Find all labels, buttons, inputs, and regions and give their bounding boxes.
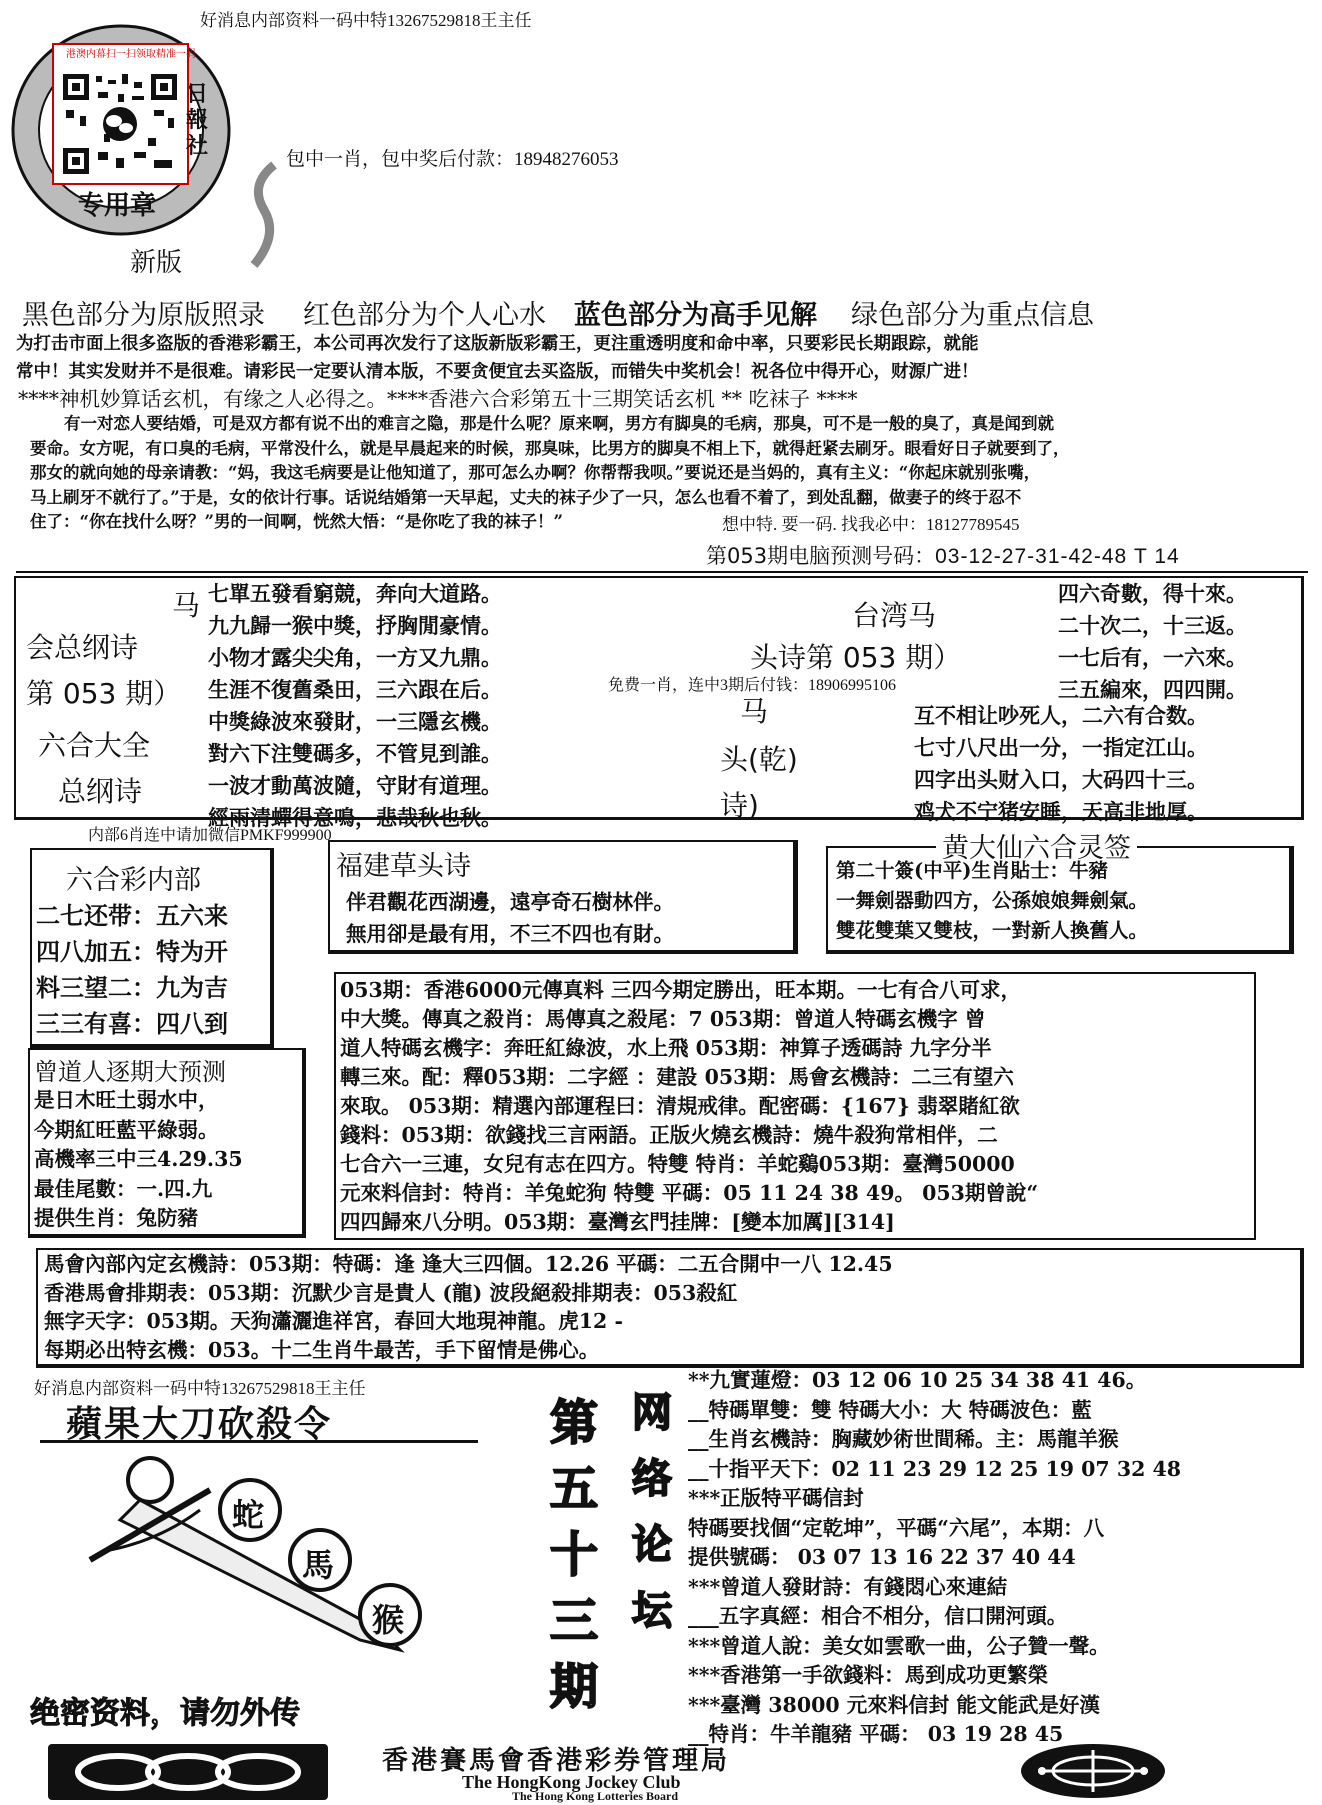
mahui-lines bbox=[44, 1250, 893, 1364]
stamp-side-text: 日報社 bbox=[186, 82, 209, 159]
forum-char: 坛 bbox=[632, 1588, 672, 1634]
liuhe-lines bbox=[36, 898, 228, 1042]
zonggang-ma: 马 bbox=[172, 589, 201, 622]
prediction-line bbox=[706, 540, 1180, 570]
issue-char: 五 bbox=[549, 1461, 598, 1517]
zengdao-line: 高機率三中三4.29.35 bbox=[34, 1147, 243, 1171]
issue-char: 第 bbox=[549, 1395, 598, 1451]
stamp-bottom-text: 专用章 bbox=[78, 191, 157, 221]
fujian-lines bbox=[346, 886, 674, 950]
forum-line: ___五字真經：相合不相分，信口開河頭。 bbox=[688, 1604, 1068, 1628]
color-legend bbox=[22, 293, 1094, 332]
poem-line: 三五編來，四四開。 bbox=[1058, 677, 1247, 702]
poem-line: 一七后有，一六來。 bbox=[1058, 645, 1247, 670]
forum-line: 特碼要找個“定乾坤”，平碼“六尾”，本期：八 bbox=[688, 1515, 1105, 1540]
liuhe-line: 二七还带：五六来 bbox=[36, 901, 228, 930]
legend-black: 黑色部分为原版照录 bbox=[22, 300, 265, 331]
main-line: 轉三來。配：釋053期：二字經 ：建設 053期：馬會玄機詩：二三有望六 bbox=[340, 1065, 1014, 1089]
zodiac-horse: 馬 bbox=[302, 1546, 335, 1584]
main-line: 053期：香港6000元傳真料 三四今期定勝出，旺本期。一七有合八可求， bbox=[340, 978, 1021, 1002]
poem-line: 經雨清蟬得意鳴，悲哉秋也秋。 bbox=[208, 805, 502, 830]
poem-line: 二十次二，十三返。 bbox=[1058, 613, 1247, 638]
forum-char: 网 bbox=[632, 1390, 672, 1436]
huang-lines bbox=[836, 856, 1148, 946]
rule-line bbox=[16, 571, 1308, 573]
apple-title: 蘋果大刀砍殺令 bbox=[66, 1404, 333, 1445]
zonggang-label-1: 会总纲诗 bbox=[26, 631, 139, 664]
zengdao-lines bbox=[34, 1086, 243, 1234]
prediction-label: 第053期电脑预测号码： bbox=[706, 544, 936, 568]
issue-char: 三 bbox=[549, 1593, 598, 1649]
legend-green: 绿色部分为重点信息 bbox=[851, 300, 1094, 331]
hkjc-logo-icon bbox=[48, 1744, 328, 1800]
zonggang-label-3: 六合大全 bbox=[38, 729, 151, 762]
zengdao-line: 是日木旺土弱水中， bbox=[34, 1088, 219, 1112]
stamp-seal bbox=[8, 22, 238, 237]
fujian-line: 無用卻是最有用，不三不四也有財。 bbox=[346, 922, 674, 946]
knife-graphic bbox=[80, 1450, 480, 1670]
bottom-ad: 好消息内部资料一码中特13267529818王主任 bbox=[34, 1379, 366, 1398]
apple-underline bbox=[40, 1440, 478, 1443]
poem-line: 七單五發看窮競，奔向大道路。 bbox=[208, 581, 502, 606]
legend-blue: 蓝色部分为高手见解 bbox=[574, 300, 817, 331]
taiwan-poem-a bbox=[1058, 578, 1247, 706]
huang-line: 雙花雙葉又雙枝，一對新人換舊人。 bbox=[836, 919, 1149, 942]
forum-char: 论 bbox=[632, 1522, 672, 1568]
main-line: 中大獎。傳真之殺肖：馬傳真之殺尾：7 053期：曾道人特碼玄機字 曾 bbox=[340, 1007, 986, 1031]
huang-line: 第二十簽(中平)生肖貼士：牛豬 bbox=[836, 859, 1108, 882]
poem-line: 中獎綠波來發財，一三隱玄機。 bbox=[208, 709, 502, 734]
joke-ad: 想中特. 要一码. 找我必中：18127789545 bbox=[722, 515, 1020, 534]
poem-line: 七寸八尺出一分，一指定江山。 bbox=[914, 735, 1208, 760]
footer-en2: The Hong Kong Lotteries Board bbox=[512, 1789, 679, 1803]
main-line: 七合六一三連，女兒有志在四方。特雙 特肖：羊蛇鷄053期：臺灣50000 bbox=[340, 1152, 1015, 1176]
forum-vertical bbox=[628, 1380, 676, 1644]
zonggang-poem bbox=[208, 578, 502, 834]
forum-line: ***正版特平碼信封 bbox=[688, 1486, 864, 1510]
huang-line: 一舞劍器動四方，公孫娘娘舞劍氣。 bbox=[836, 889, 1149, 912]
forum-line: __特碼單雙：雙 特碼大小：大 特碼波色：藍 bbox=[688, 1397, 1092, 1422]
intro-line: 为打击市面上很多盗版的香港彩霸王，本公司再次发行了这版新版彩霸王，更注重透明度和命中率，只要彩民长期跟踪，就能 bbox=[16, 334, 979, 354]
forum-line: __十指平天下：02 11 23 29 12 25 19 07 32 48 bbox=[688, 1456, 1182, 1481]
zengdao-title: 曾道人逐期大预测 bbox=[34, 1058, 226, 1086]
secret-banner: 绝密资料，请勿外传 bbox=[30, 1696, 300, 1731]
issue-char: 期 bbox=[549, 1659, 598, 1715]
poem-line: 九九歸一猴中獎，抒胸閒豪情。 bbox=[208, 613, 502, 638]
issue-vertical bbox=[546, 1390, 602, 1720]
forum-line: ***曾道人發財詩：有錢悶心來連結 bbox=[688, 1574, 1008, 1599]
mahui-line: 馬會內部內定玄機詩：053期：特碼：逢 逢大三四個。12.26 平碼：二五合開中一八 12.45 bbox=[44, 1252, 893, 1276]
zodiac-snake: 蛇 bbox=[232, 1496, 265, 1534]
stamp-top-text: 港澳内幕扫一扫领取精准一码 bbox=[66, 49, 196, 60]
forum-line: ***香港第一手欲錢料：馬到成功更繁榮 bbox=[688, 1663, 1049, 1687]
fujian-line: 伴君觀花西湖邊，遠亭奇石樹林伴。 bbox=[346, 890, 674, 914]
joke-line: 要命。女方呢，有口臭的毛病，平常没什么，就是早晨起来的时候，那臭味，比男方的脚臭不相上下，就得赶紧去刷牙。眼看好日子就要到了， bbox=[30, 438, 1070, 458]
wechat-ad: 内部6肖连中请加微信PMKF999900 bbox=[88, 827, 332, 844]
poem-line: 四字出头财入口，大码四十三。 bbox=[914, 767, 1208, 792]
taiwan-ma: 马 bbox=[740, 695, 769, 728]
taiwan-shi: 诗) bbox=[720, 789, 759, 822]
fujian-title: 福建草头诗 bbox=[336, 851, 471, 882]
brush-swirl-graphic bbox=[244, 160, 284, 270]
liuhe-line: 三三有喜：四八到 bbox=[36, 1009, 228, 1038]
mahui-line: 香港馬會排期表：053期：沉默少言是貴人 (龍) 波段絕殺排期表：053殺紅 bbox=[44, 1280, 738, 1305]
joke-line: 住了：“你在找什么呀？”男的一间啊，恍然大悟：“是你吃了我的袜子！” bbox=[30, 512, 563, 531]
poem-line: 互不相让吵死人，二六有合数。 bbox=[914, 703, 1208, 728]
legend-red: 红色部分为个人心水 bbox=[303, 300, 546, 331]
footer-logo-left bbox=[48, 1744, 328, 1800]
lotteries-logo-icon bbox=[1018, 1742, 1168, 1800]
joke-line: 那女的就向她的母亲请教：“妈，我这毛病要是让他知道了，那可怎么办啊？你帮帮我呗。”要说还是当妈的，真有主义：“你起床就别张嘴， bbox=[30, 463, 1041, 482]
main-text bbox=[340, 976, 1038, 1237]
footer-logo-right bbox=[1018, 1742, 1168, 1800]
taiwan-sub: 头诗第 053 期） bbox=[750, 641, 962, 674]
forum-line: ***曾道人說：美女如雲歌一曲，公子贊一聲。 bbox=[688, 1633, 1110, 1658]
forum-line: 提供號碼： 03 07 13 16 22 37 40 44 bbox=[688, 1545, 1076, 1569]
top-ad: 好消息内部资料一码中特13267529818王主任 bbox=[200, 11, 532, 30]
prediction-numbers: 03-12-27-31-42-48 T 14 bbox=[935, 545, 1180, 568]
joke-title: ****神机妙算话玄机，有缘之人必得之。****香港六合彩第五十三期笑话玄机 ** 吃袜子 **** bbox=[18, 387, 858, 411]
mahui-line: 無字天字：053期。天狗瀟灑進祥宮，春回大地現神龍。虎12 - bbox=[44, 1309, 623, 1333]
poem-line: 四六奇數，得十來。 bbox=[1058, 581, 1247, 606]
main-line: 道人特碼玄機字：奔旺紅綠波，水上飛 053期：神算子透碼詩 九字分半 bbox=[340, 1036, 992, 1060]
main-line: 元來料信封：特肖：羊兔蛇狗 特雙 平碼：05 11 24 38 49。 053期曾說“ bbox=[340, 1181, 1039, 1205]
zonggang-label-2: 第 053 期） bbox=[26, 677, 182, 710]
mahui-line: 每期必出特玄機：053。十二生肖牛最苦，手下留情是佛心。 bbox=[44, 1337, 600, 1362]
footer-cn: 香港賽馬會香港彩券管理局 bbox=[382, 1746, 731, 1776]
brush-swirl bbox=[244, 160, 284, 270]
intro-text bbox=[16, 330, 979, 386]
poem-line: 一波才動萬波隨，守財有道理。 bbox=[208, 773, 502, 798]
forum-line: **九實蓮燈：03 12 06 10 25 34 38 41 46。 bbox=[688, 1368, 1147, 1392]
forum-char: 络 bbox=[632, 1456, 672, 1502]
poem-line: 生涯不復舊桑田，三六跟在后。 bbox=[208, 677, 502, 702]
taiwan-title: 台湾马 bbox=[852, 599, 937, 632]
zengdao-line: 今期紅旺藍平綠弱。 bbox=[34, 1117, 219, 1142]
forum-line: __生肖玄機詩：胸藏妙術世間稀。主：馬龍羊猴 bbox=[688, 1427, 1119, 1451]
liuhe-line: 四八加五：特为开 bbox=[36, 937, 228, 966]
poem-line: 小物才露尖尖角，一方又九鼎。 bbox=[208, 645, 502, 670]
liuhe-title: 六合彩内部 bbox=[66, 865, 201, 896]
joke-line: 有一对恋人要结婚，可是双方都有说不出的难言之隐，那是什么呢？原来啊，男方有脚臭的毛病，那臭，可不是一般的臭了，真是闻到就 bbox=[64, 414, 1054, 433]
zengdao-line: 最佳尾數：一.四.九 bbox=[34, 1176, 213, 1201]
issue-char: 十 bbox=[549, 1527, 598, 1583]
poem-line: 對六下注雙碼多，不管見到誰。 bbox=[208, 741, 502, 766]
free-ad: 免费一肖，连中3期后付钱：18906995106 bbox=[608, 677, 897, 694]
main-line: 來取。 053期：精選內部運程曰：清規戒律。配密碼：{167} 翡翠賭紅欲 bbox=[340, 1094, 1020, 1118]
footer-en1: The HongKong Jockey Club bbox=[462, 1772, 681, 1792]
taiwan-tou: 头(乾) bbox=[720, 743, 798, 776]
forum-line: ***臺灣 38000 元來料信封 能文能武是好漢 bbox=[688, 1692, 1100, 1717]
main-line: 四四歸來八分明。053期：臺灣玄門挂牌：[變本加厲][314] bbox=[340, 1210, 895, 1234]
main-line: 錢料：053期：欲錢找三言兩語。正版火燒玄機詩：燒牛殺狗常相伴，二 bbox=[340, 1123, 998, 1147]
edition-label: 新版 bbox=[130, 248, 183, 278]
taiwan-poem-b bbox=[914, 700, 1208, 828]
zonggang-label-4: 总纲诗 bbox=[58, 775, 143, 808]
intro-line: 常中！其实发财并不是很难。请彩民一定要认清本版，不要贪便宜去买盗版，而错失中奖机会！祝各位中得开心，财源广进！ bbox=[16, 362, 979, 382]
huang-title: 黄大仙六合灵签 bbox=[936, 826, 1137, 865]
forum-lines bbox=[688, 1366, 1181, 1750]
pay-after-ad: 包中一肖，包中奖后付款：18948276053 bbox=[286, 149, 619, 170]
poem-line: 鸡犬不宁猪安睡，天高非地厚。 bbox=[914, 799, 1208, 824]
forum-line: __特肖：牛羊龍豬 平碼： 03 19 28 45 bbox=[688, 1722, 1064, 1746]
knife-illustration bbox=[80, 1450, 480, 1670]
zengdao-line: 提供生肖：兔防豬 bbox=[34, 1206, 198, 1230]
joke-line: 马上刷牙不就行了。”于是，女的依计行事。话说结婚第一天早起，丈夫的袜子少了一只，怎么也看不着了，到处乱翻，做妻子的终于忍不 bbox=[30, 487, 1022, 507]
zodiac-monkey: 猴 bbox=[372, 1601, 405, 1639]
liuhe-line: 料三望二：九为吉 bbox=[36, 973, 228, 1002]
